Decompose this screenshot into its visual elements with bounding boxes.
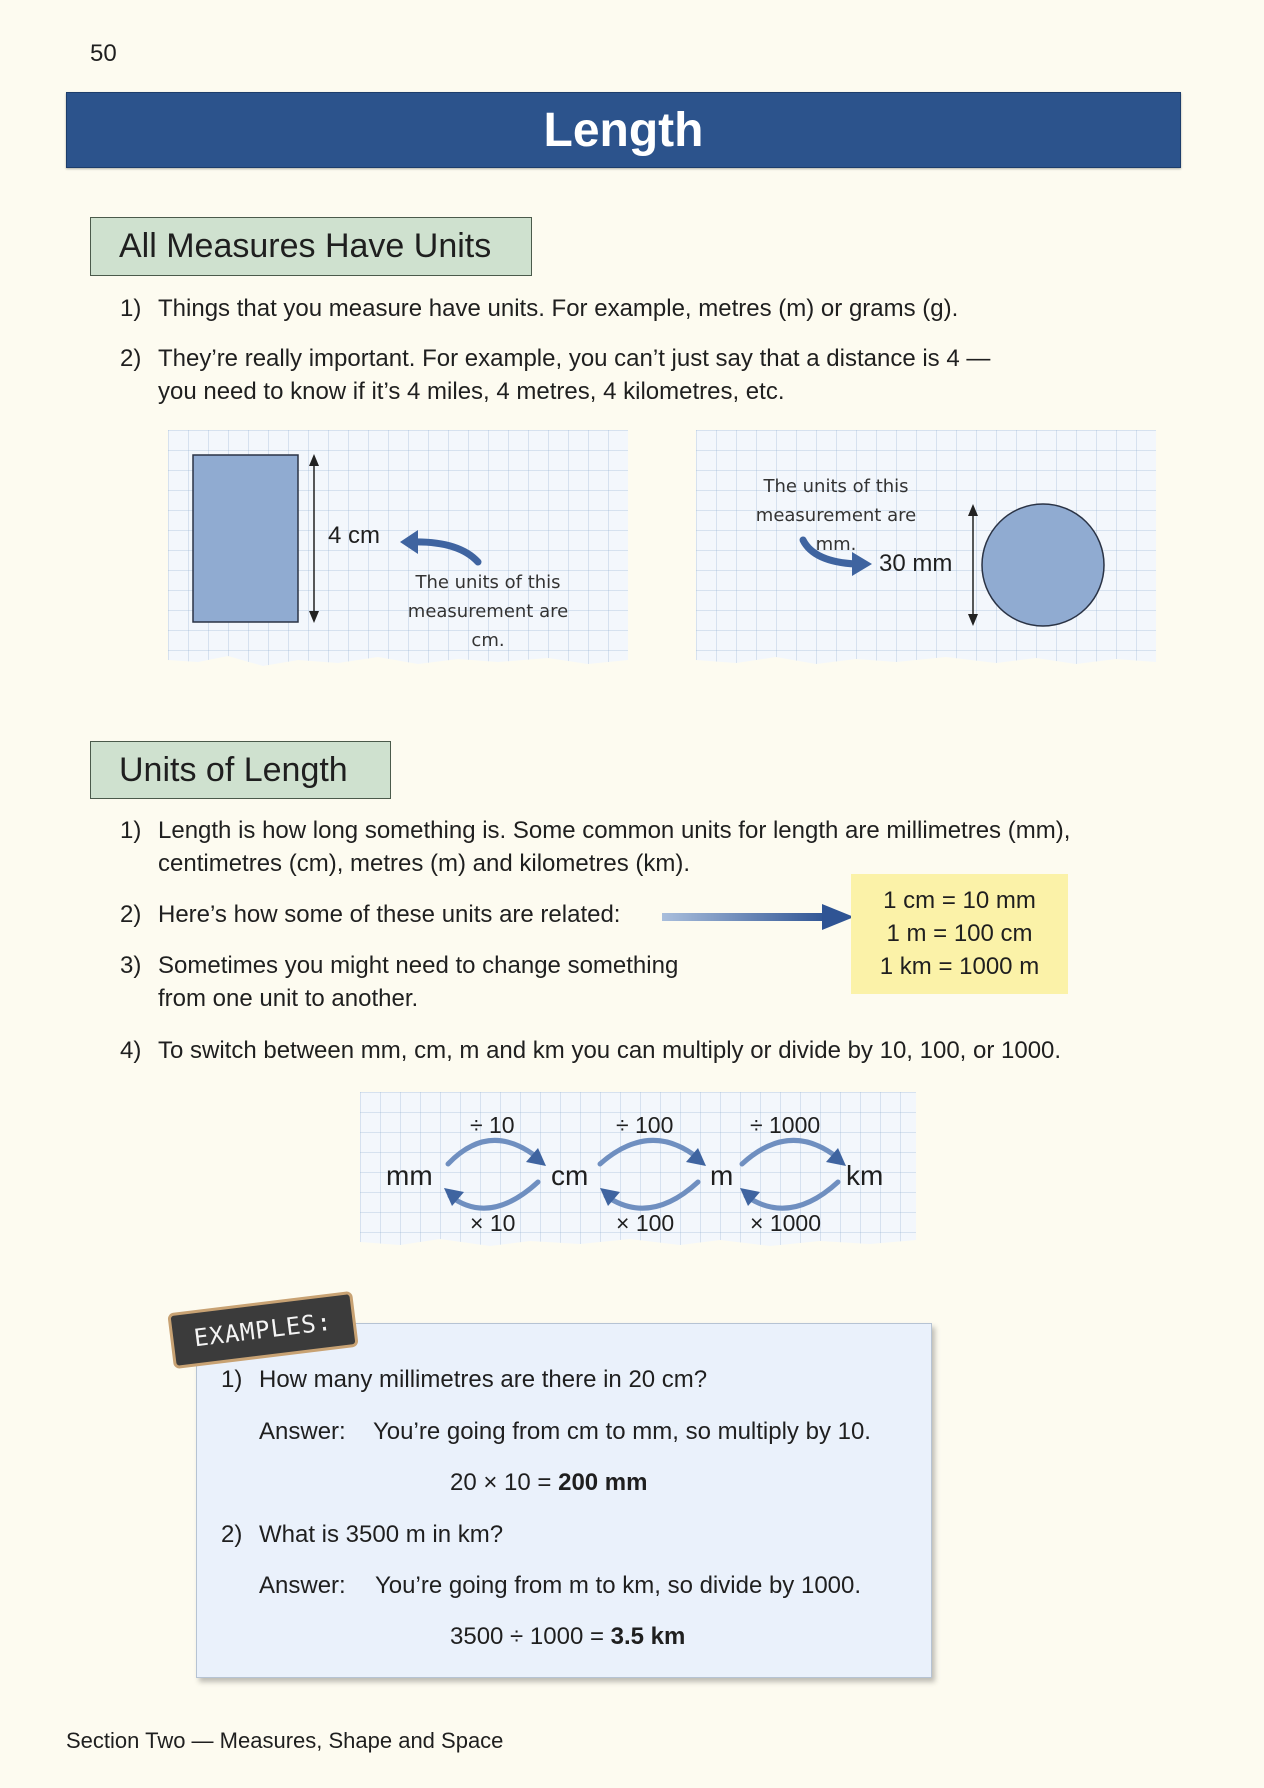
list-number: 3) <box>120 952 142 979</box>
arrow-down-icon <box>968 614 978 626</box>
conversion-cm-mm: 1 cm = 10 mm <box>883 887 1036 914</box>
torn-edge <box>168 656 628 680</box>
unit-cm: cm <box>551 1160 589 1191</box>
divide-op: ÷ 10 <box>470 1112 515 1138</box>
example-calculation <box>450 1623 685 1651</box>
example-explanation: You’re going from cm to mm, so multiply by 10. <box>373 1418 871 1445</box>
list-item <box>120 292 1120 325</box>
multiply-op: × 10 <box>470 1210 516 1236</box>
grid-paper-rectangle <box>168 430 628 670</box>
relation-arrow <box>662 900 862 934</box>
multiply-arc <box>606 1182 698 1208</box>
divide-arc <box>448 1140 538 1164</box>
divide-op: ÷ 1000 <box>750 1112 821 1138</box>
answer-label: Answer: <box>259 1418 346 1445</box>
list-item <box>120 342 1120 408</box>
list-text-line2: from one unit to another. <box>158 985 419 1012</box>
example-explanation: You’re going from m to km, so divide by 1000. <box>375 1572 862 1599</box>
section-heading-all-measures: All Measures Have Units <box>90 217 532 276</box>
list-text: To switch between mm, cm, m and km you can multiply or divide by 10, 100, or 1000. <box>158 1037 1062 1064</box>
conversion-diagram <box>360 1092 916 1257</box>
list-item <box>120 814 1170 880</box>
measure-label-30mm: 30 mm <box>879 550 953 577</box>
list-text-line1: Length is how long something is. Some common units for length are millimetres (mm), <box>158 817 1071 844</box>
arrow-shaft <box>662 913 827 921</box>
measure-label-4cm: 4 cm <box>328 522 381 549</box>
units-note-line1: The units of this <box>763 476 909 497</box>
arrow-head-icon <box>400 530 418 554</box>
curved-arrow-icon <box>408 542 478 562</box>
list-number: 4) <box>120 1037 142 1064</box>
answer-label: Answer: <box>259 1572 346 1599</box>
list-number: 2) <box>120 901 142 928</box>
list-item <box>120 898 680 931</box>
arrow-down-icon <box>309 611 319 623</box>
unit-km: km <box>846 1160 884 1191</box>
arrow-up-icon <box>309 454 319 466</box>
examples-box <box>196 1323 932 1678</box>
conversion-km-m: 1 km = 1000 m <box>879 953 1040 980</box>
calculation-expression: 3500 ÷ 1000 = <box>450 1623 611 1650</box>
calculation-result: 3.5 km <box>610 1623 686 1650</box>
calculation-expression: 20 × 10 = <box>450 1469 559 1496</box>
section-heading-units-of-length: Units of Length <box>90 741 391 799</box>
example-question: What is 3500 m in km? <box>259 1521 504 1548</box>
multiply-op: × 100 <box>616 1210 675 1236</box>
divide-op: ÷ 100 <box>616 1112 674 1138</box>
list-item <box>120 949 740 1015</box>
list-text: Here’s how some of these units are related: <box>158 901 621 928</box>
example-number: 1) <box>221 1366 243 1393</box>
list-number: 1) <box>120 295 142 322</box>
units-note <box>393 568 583 655</box>
list-number: 2) <box>120 345 142 372</box>
torn-edge <box>360 1239 916 1267</box>
multiply-arc <box>450 1182 538 1208</box>
multiply-arc <box>746 1182 838 1208</box>
arrow-up-icon <box>968 504 978 516</box>
example-calculation <box>450 1469 647 1497</box>
units-note-line2: measurement are cm. <box>407 601 569 651</box>
list-text-line1: They’re really important. For example, you can’t just say that a distance is 4 — <box>158 345 991 372</box>
conversion-m-cm: 1 m = 100 cm <box>886 920 1033 947</box>
list-item <box>120 1034 1200 1067</box>
unit-mm: mm <box>386 1160 433 1191</box>
blue-rectangle <box>193 455 298 622</box>
list-text-line2: centimetres (cm), metres (m) and kilometres (km). <box>158 850 691 877</box>
blue-circle <box>982 504 1104 626</box>
list-text-line2: you need to know if it’s 4 miles, 4 metres, 4 kilometres, etc. <box>158 378 785 405</box>
multiply-op: × 1000 <box>750 1210 821 1236</box>
footer-section: Section Two — Measures, Shape and Space <box>66 1728 504 1753</box>
units-note-line2: measurement are mm. <box>755 505 917 555</box>
units-note <box>736 472 936 559</box>
calculation-result: 200 mm <box>558 1469 648 1496</box>
list-text: Things that you measure have units. For example, metres (m) or grams (g). <box>158 295 959 322</box>
unit-m: m <box>710 1160 734 1191</box>
examples-tag: EXAMPLES: <box>167 1291 358 1369</box>
example-question: How many millimetres are there in 20 cm? <box>259 1366 708 1393</box>
arrow-right-icon <box>822 904 854 930</box>
page-number: 50 <box>90 40 117 67</box>
example-number: 2) <box>221 1521 243 1548</box>
list-text-line1: Sometimes you might need to change something <box>158 952 679 979</box>
divide-arc <box>600 1140 698 1164</box>
units-note-line1: The units of this <box>415 572 561 593</box>
torn-edge <box>696 657 1156 680</box>
divide-arc <box>742 1140 838 1164</box>
list-number: 1) <box>120 817 142 844</box>
page-title: Length <box>66 92 1181 168</box>
conversion-note <box>851 874 1068 994</box>
grid-paper-circle <box>696 430 1156 670</box>
